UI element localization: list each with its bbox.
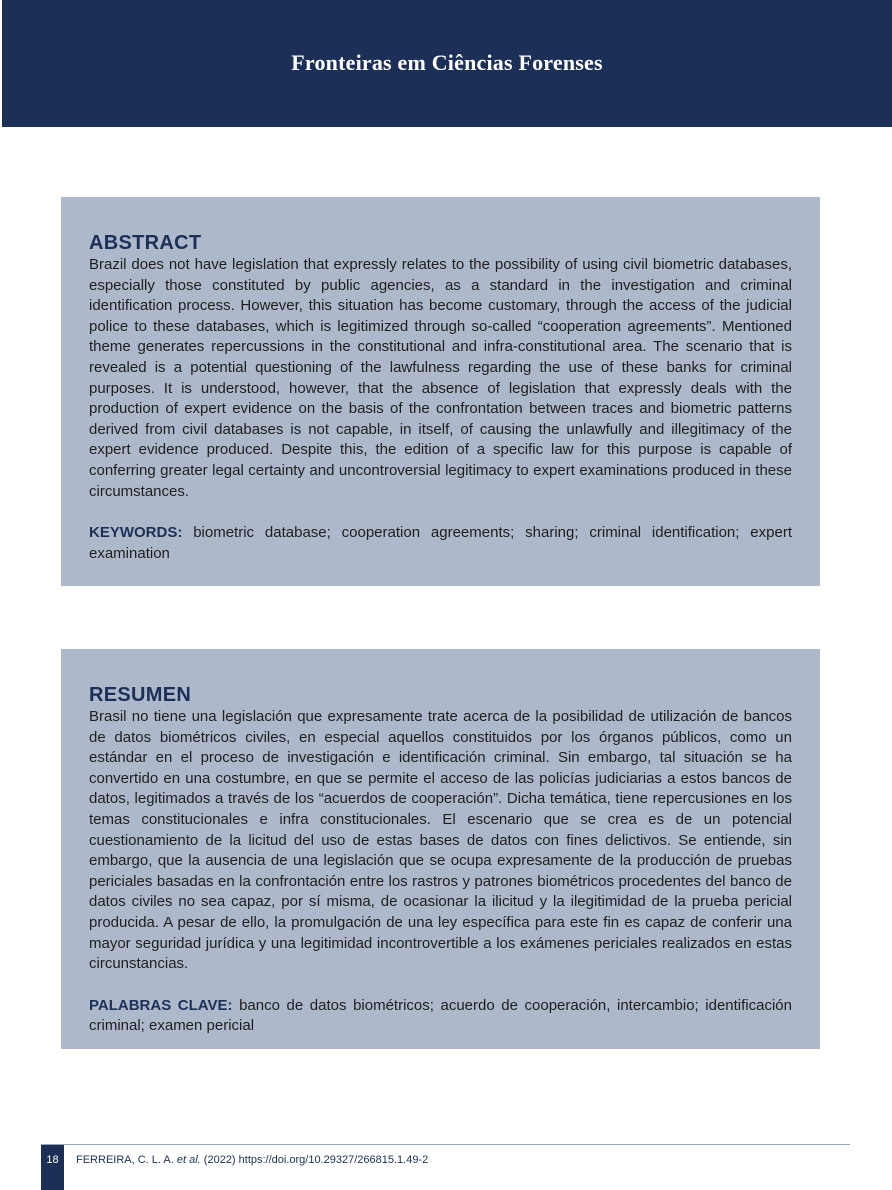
journal-title: Fronteiras em Ciências Forenses (291, 50, 603, 75)
palabras-clave-list: banco de datos biométricos; acuerdo de cooperación, intercambio; identificación criminal; examen pericial (89, 996, 792, 1035)
resumen-keywords (89, 996, 792, 1037)
citation-authors: FERREIRA, C. L. A. (76, 1154, 174, 1166)
resumen-text: Brasil no tiene una legislación que expresamente trate acerca de la posibilidad de utilización de bancos de datos biométricos civiles, en especial aquellos constituidos por los órganos públicos, como un estándar en el proceso de investigación e identificación criminal. Sin embargo, tal situación se ha convertido en una costumbre, en que se permite el acceso de las policías judiciarias a estos bancos de datos, legitimados a través de los “acuerdos de cooperación”. Dicha temática, tiene repercusiones en los temas constitucionales e infra constitucionales. El escenario que se crea es de un potencial cuestionamiento de la licitud del uso de estas bases de datos con fines delictivos. Se entiende, sin embargo, que la ausencia de una legislación que se ocupa expresamente de la producción de pruebas periciales basadas en la confrontación entre los rastros y patrones biométricos procedentes del banco de datos civiles no sea capaz, por sí misma, de ocasionar la ilicitud y la ilegitimidad de la prueba pericial producida. A pesar de ello, la promulgación de una ley específica para este fin es capaz de conferir una mayor seguridad jurídica y una legitimidad incontrovertible a los exámenes periciales realizados en estas circunstancias. (89, 708, 792, 973)
page-number-box (41, 1145, 64, 1190)
footer-citation (76, 1154, 428, 1166)
keywords-label: KEYWORDS: (89, 524, 183, 542)
footer-divider (41, 1144, 850, 1145)
resumen-section (61, 649, 820, 1049)
abstract-text: Brazil does not have legislation that expressly relates to the possibility of using civil biometric databases, especially those constituted by public agencies, as a standard in the investigation and criminal identification process. However, this situation has become customary, through the access of the judicial police to these databases, which is legitimized through so-called “cooperation agreements”. Mentioned theme generates repercussions in the constitutional and infra-constitutional area. The scenario that is revealed is a potential questioning of the lawfulness regarding the use of these banks for criminal purposes. It is understood, however, that the absence of legislation that expressly deals with the production of expert evidence on the basis of the confrontation between traces and biometric patterns derived from civil databases is not capable, in itself, of causing the unlawfully and illegitimacy of the expert evidence produced. Despite this, the edition of a specific law for this purpose is capable of conferring greater legal certainty and uncontroversial legitimacy to expert examinations produced in these circumstances. (89, 256, 792, 500)
palabras-clave-label: PALABRAS CLAVE: (89, 996, 233, 1014)
page-number: 18 (46, 1154, 59, 1166)
abstract-heading: ABSTRACT (89, 232, 202, 254)
citation-doi[interactable]: (2022) https://doi.org/10.29327/266815.1.49-2 (203, 1154, 429, 1166)
keywords-list: biometric database; cooperation agreements; sharing; criminal identification; expert examination (89, 524, 792, 562)
citation-et-al: et al. (176, 1154, 201, 1166)
abstract-section (61, 197, 820, 586)
abstract-keywords (89, 523, 792, 564)
resumen-heading: RESUMEN (89, 684, 192, 706)
journal-header (2, 0, 892, 127)
